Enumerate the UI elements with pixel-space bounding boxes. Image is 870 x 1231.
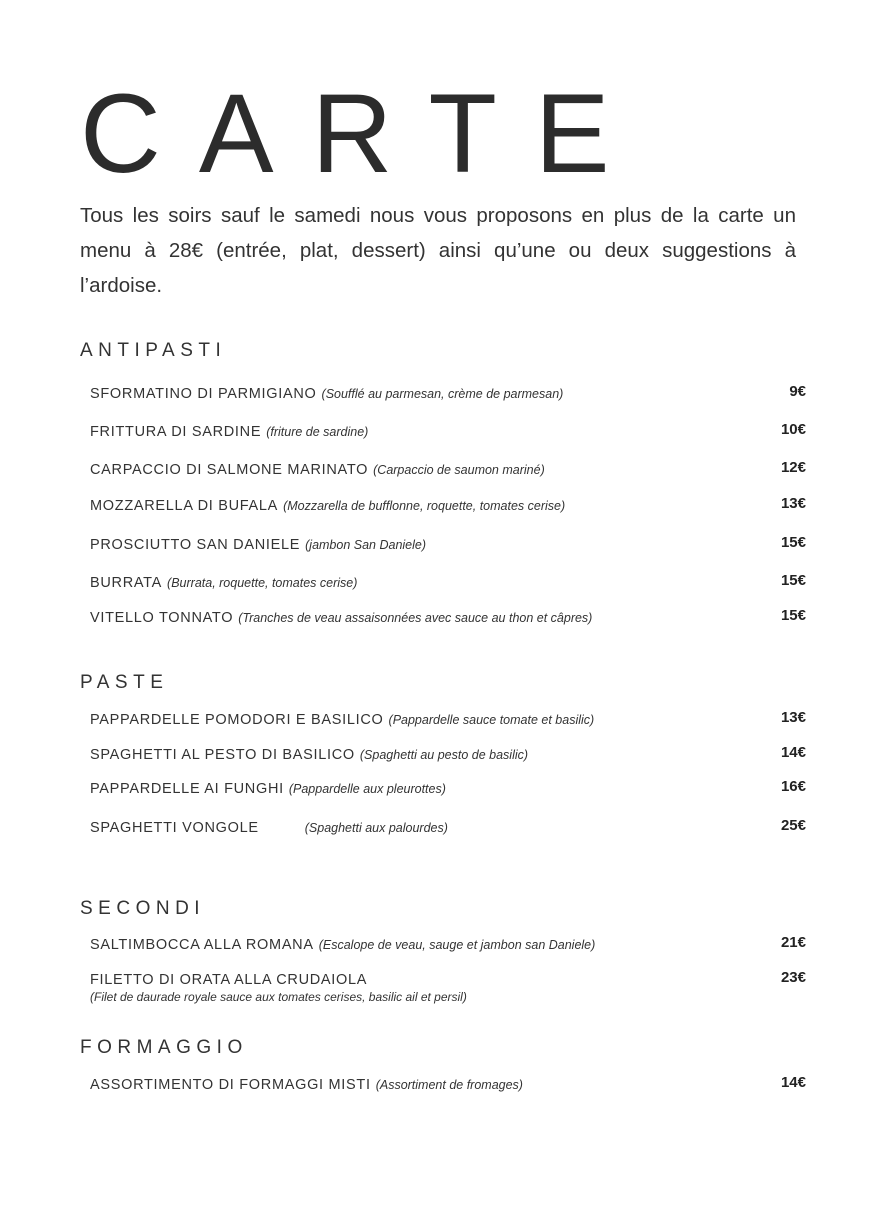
item-name: PROSCIUTTO SAN DANIELE (90, 537, 301, 553)
item-description: (Tranches de veau assaisonnées avec sauce au thon et câpres) (238, 611, 593, 625)
item-description: (Assortiment de fromages) (375, 1078, 523, 1092)
item-name: CARPACCIO DI SALMONE MARINATO (90, 462, 369, 478)
item-description: (Pappardelle sauce tomate et basilic) (388, 713, 595, 727)
intro-text: Tous les soirs sauf le samedi nous vous proposons en plus de la carte un menu à 28€ (entrée, plat, dessert) ainsi qu’une ou deux suggestions à l’ardoise. (80, 204, 796, 297)
menu-item (90, 709, 806, 731)
item-name: FRITTURA DI SARDINE (90, 424, 262, 440)
menu-item (90, 421, 806, 443)
item-price: 12€ (780, 459, 806, 476)
item-price: 16€ (780, 778, 806, 795)
section-title-paste: PASTE (80, 672, 169, 693)
item-name: PAPPARDELLE POMODORI E BASILICO (90, 712, 384, 728)
item-price: 9€ (789, 383, 806, 400)
item-price: 15€ (780, 534, 806, 551)
menu-item (90, 459, 806, 481)
item-price: 13€ (780, 709, 806, 726)
item-price: 14€ (780, 744, 806, 761)
section-title-formaggio: FORMAGGIO (80, 1037, 248, 1058)
item-name: SFORMATINO DI PARMIGIANO (90, 386, 317, 402)
menu-item (90, 607, 806, 629)
item-name: SPAGHETTI VONGOLE (90, 820, 259, 836)
item-description: (Spaghetti au pesto de basilic) (359, 748, 529, 762)
page-title: CARTE (80, 71, 648, 196)
item-description: (Burrata, roquette, tomates cerise) (167, 576, 358, 590)
item-description: (Mozzarella de bufflonne, roquette, tomates cerise) (283, 499, 566, 513)
item-description: (jambon San Daniele) (305, 538, 427, 552)
menu-item (90, 495, 806, 517)
item-description: (Spaghetti aux palourdes) (304, 821, 448, 835)
menu-item (90, 1074, 806, 1096)
item-name: ASSORTIMENTO DI FORMAGGI MISTI (90, 1077, 371, 1093)
item-price: 10€ (780, 421, 806, 438)
item-name: MOZZARELLA DI BUFALA (90, 498, 279, 514)
section-title-antipasti: ANTIPASTI (80, 340, 227, 361)
menu-item (90, 778, 806, 800)
menu-item (90, 383, 806, 405)
item-price: 15€ (780, 607, 806, 624)
section-title-secondi: SECONDI (80, 898, 206, 919)
item-price: 23€ (780, 969, 806, 986)
item-name: SALTIMBOCCA ALLA ROMANA (90, 937, 314, 953)
item-name: SPAGHETTI AL PESTO DI BASILICO (90, 747, 355, 763)
menu-item (90, 534, 806, 556)
item-description: (Soufflé au parmesan, crème de parmesan) (321, 387, 564, 401)
item-name: BURRATA (90, 575, 163, 591)
menu-item (90, 572, 806, 594)
item-name: VITELLO TONNATO (90, 610, 234, 626)
menu-item (90, 934, 806, 956)
item-description: (Pappardelle aux pleurottes) (288, 782, 446, 796)
menu-item (90, 969, 806, 1009)
menu-item (90, 817, 806, 839)
item-price: 25€ (780, 817, 806, 834)
item-description: (Escalope de veau, sauge et jambon san Daniele) (318, 938, 596, 952)
item-name: PAPPARDELLE AI FUNGHI (90, 781, 284, 797)
item-price: 21€ (780, 934, 806, 951)
item-description: (Carpaccio de saumon mariné) (373, 463, 545, 477)
item-name: FILETTO DI ORATA ALLA CRUDAIOLA (90, 972, 368, 988)
item-price: 13€ (780, 495, 806, 512)
item-description: (Filet de daurade royale sauce aux tomates cerises, basilic ail et persil) (90, 990, 467, 1004)
item-price: 14€ (780, 1074, 806, 1091)
menu-item (90, 744, 806, 766)
item-price: 15€ (780, 572, 806, 589)
item-description: (friture de sardine) (266, 425, 369, 439)
